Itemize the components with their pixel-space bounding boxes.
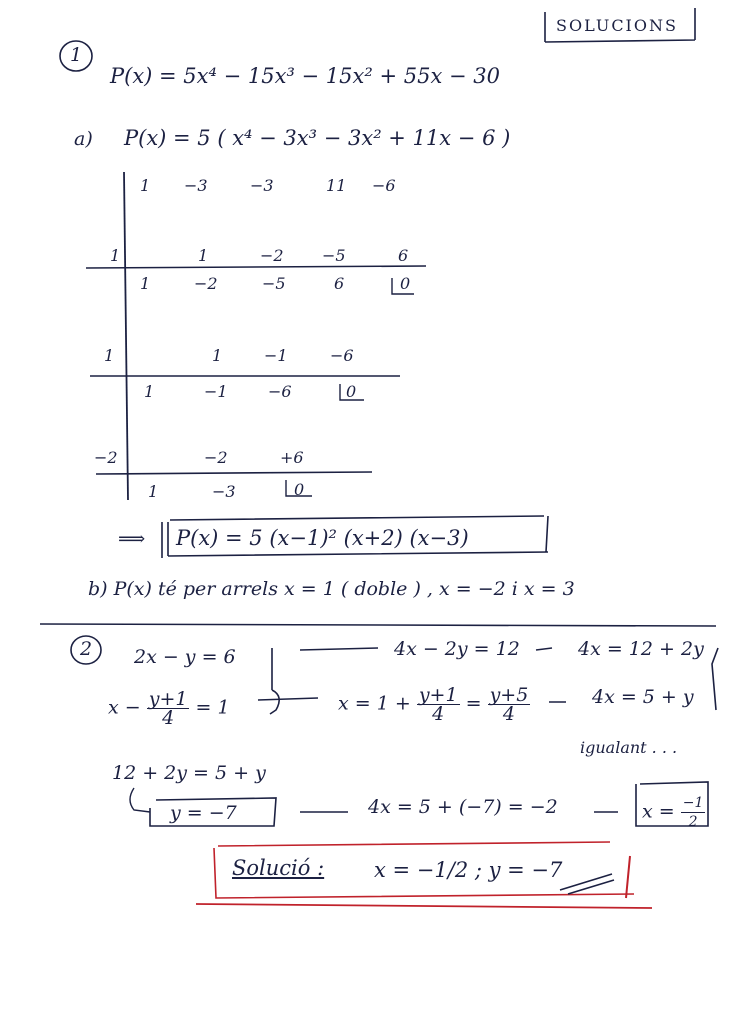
ruffini-coef: 1 (140, 176, 151, 195)
ruffini-coef: 11 (326, 176, 347, 195)
x-result: x = $\frac{-1}{2}$ (642, 795, 704, 830)
ruffini-product: −2 (260, 246, 284, 265)
ruffini-divisor: −2 (94, 448, 118, 467)
ruffini-product: −5 (322, 246, 346, 265)
equation-1: 2x − y = 6 (134, 646, 236, 668)
solution-label: Solució : (232, 856, 325, 880)
ruffini-product: −1 (264, 346, 288, 365)
ruffini-coef: −3 (250, 176, 274, 195)
exercise-2-number: 2 (80, 638, 93, 660)
ruffini-divisor: 1 (110, 246, 121, 265)
y-result: y = −7 (170, 802, 237, 824)
ruffini-result: 1 (144, 382, 155, 401)
ruffini-result: −3 (212, 482, 236, 501)
polynomial: P(x) = 5x⁴ − 15x³ − 15x² + 55x − 30 (110, 64, 500, 88)
ruffini-result: −6 (268, 382, 292, 401)
header-title: SOLUCIONS (556, 16, 678, 35)
substitution: 4x = 5 + (−7) = −2 (368, 796, 558, 818)
part-b-roots: b) P(x) té per arrels x = 1 ( doble ) , x = −2 i x = 3 (88, 578, 575, 600)
ruffini-result: −2 (194, 274, 218, 293)
ruffini-divisor: 1 (104, 346, 115, 365)
exercise-1-number: 1 (70, 44, 83, 66)
rewrite-1b: 4x = 12 + 2y (578, 638, 704, 660)
equating-line: 12 + 2y = 5 + y (112, 762, 266, 784)
ruffini-product: 1 (212, 346, 223, 365)
implies-arrow: ⟹ (118, 528, 146, 550)
ruffini-remainder: 0 (346, 382, 357, 401)
solution-value: x = −1/2 ; y = −7 (374, 858, 563, 882)
ruffini-product: −2 (204, 448, 228, 467)
ruffini-remainder: 0 (294, 480, 305, 499)
rewrite-1a: 4x − 2y = 12 (394, 638, 520, 660)
ruffini-result: 6 (334, 274, 345, 293)
ruffini-product: −6 (330, 346, 354, 365)
ruffini-result: −1 (204, 382, 228, 401)
final-factorization: P(x) = 5 (x−1)² (x+2) (x−3) (176, 526, 469, 550)
equation-2: x − $\frac{y+1}{4}$ = 1 (108, 688, 230, 729)
ruffini-remainder: 0 (400, 274, 411, 293)
ruffini-result: −5 (262, 274, 286, 293)
ruffini-result: 1 (148, 482, 159, 501)
rewrite-2a: x = 1 + $\frac{y+1}{4}$ = $\frac{y+5}{4}$ (338, 684, 529, 725)
equating-note: igualant . . . (580, 738, 678, 757)
ruffini-result: 1 (140, 274, 151, 293)
ruffini-product: 1 (198, 246, 209, 265)
part-a-label: a) (74, 128, 93, 150)
rewrite-2b: 4x = 5 + y (592, 686, 694, 708)
ruffini-coef: −3 (184, 176, 208, 195)
ruffini-coef: −6 (372, 176, 396, 195)
ruffini-product: 6 (398, 246, 409, 265)
factored-expression: P(x) = 5 ( x⁴ − 3x³ − 3x² + 11x − 6 ) (124, 126, 511, 150)
ruffini-product: +6 (280, 448, 304, 467)
